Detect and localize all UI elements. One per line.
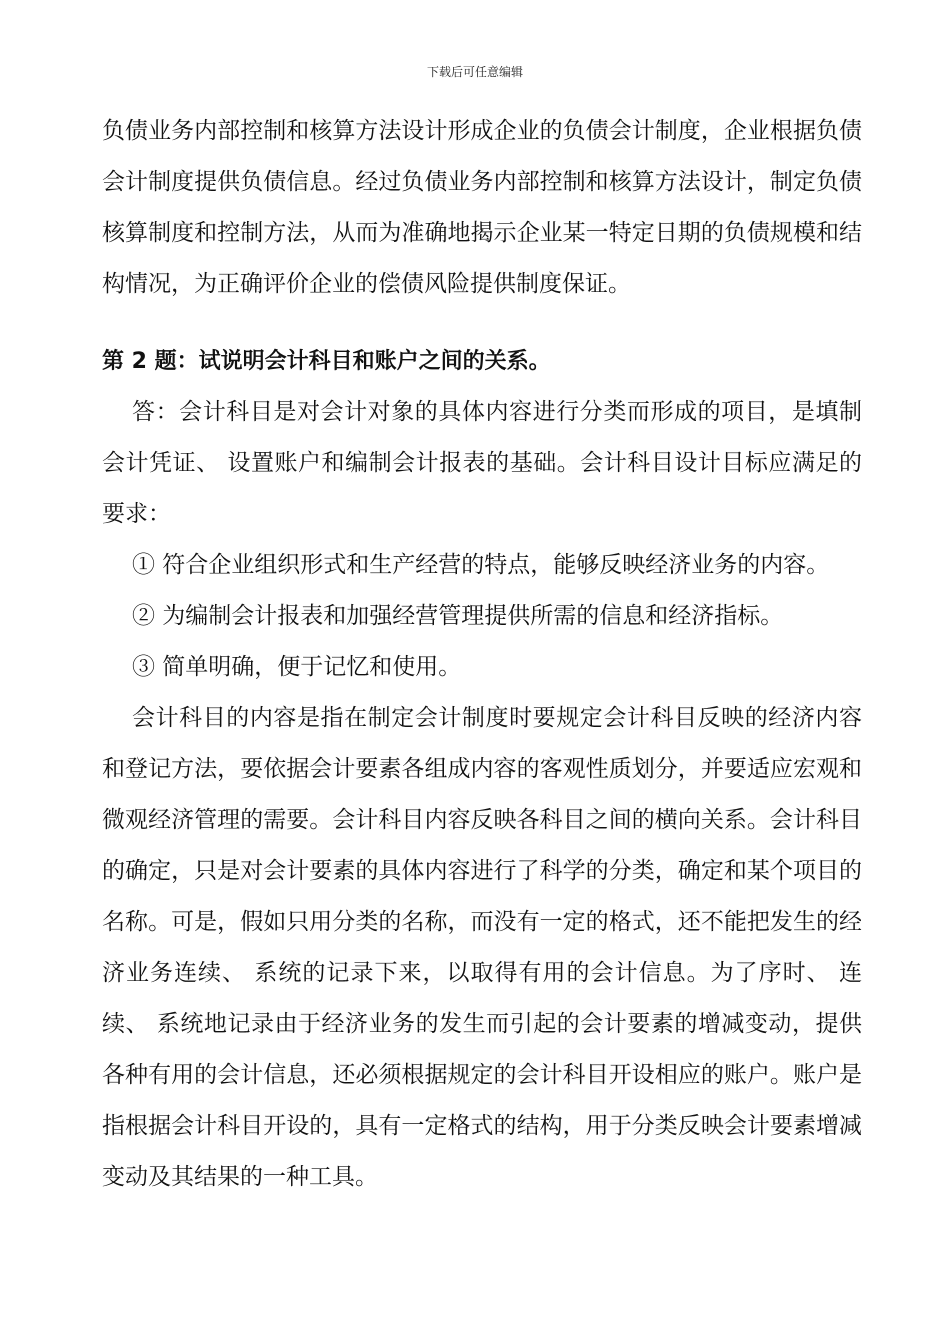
question-heading: 第 2 题：试说明会计科目和账户之间的关系。 (102, 349, 551, 374)
intro-paragraph: 负债业务内部控制和核算方法设计形成企业的负债会计制度，企业根据负债会计制度提供负债信息。经过负债业务内部控制和核算方法设计，制定负债核算制度和控制方法，从而为准确地揭示企业某一特定日期的负债规模和结构情况，为正确评价企业的偿债风险提供制度保证。 (102, 118, 862, 297)
body-paragraph: 会计科目的内容是指在制定会计制度时要规定会计科目反映的经济内容和登记方法，要依据会计要素各组成内容的客观性质划分，并要适应宏观和微观经济管理的需要。会计科目内容反映各科目之间的横向关系。会计科目的确定，只是对会计要素的具体内容进行了科学的分类，确定和某个项目的名称。可是，假如只用分类的名称，而没有一定的格式，还不能把发生的经济业务连续、 系统的记录下来，以取得有用的会计信息。为了序时、 连续、 系统地记录由于经济业务的发生而引起的会计要素的增减变动，提供各种有用的会计信息，还必须根据规定的会计科目开设相应的账户。账户是指根据会计科目开设的，具有一定格式的结构，用于分类反映会计要素增减变动及其结果的一种工具。 (102, 705, 862, 1190)
requirement-item-2: ② 为编制会计报表和加强经营管理提供所需的信息和经济指标。 (132, 603, 784, 629)
document-body (102, 106, 862, 1203)
answer-paragraph: 答：会计科目是对会计对象的具体内容进行分类而形成的项目，是填制会计凭证、 设置账户和编制会计报表的基础。会计科目设计目标应满足的要求： (102, 399, 862, 527)
page-header-note: 下载后可任意编辑 (426, 65, 523, 79)
requirement-item-3: ③ 简单明确，便于记忆和使用。 (132, 654, 462, 680)
requirement-item-1: ① 符合企业组织形式和生产经营的特点，能够反映经济业务的内容。 (132, 552, 830, 578)
